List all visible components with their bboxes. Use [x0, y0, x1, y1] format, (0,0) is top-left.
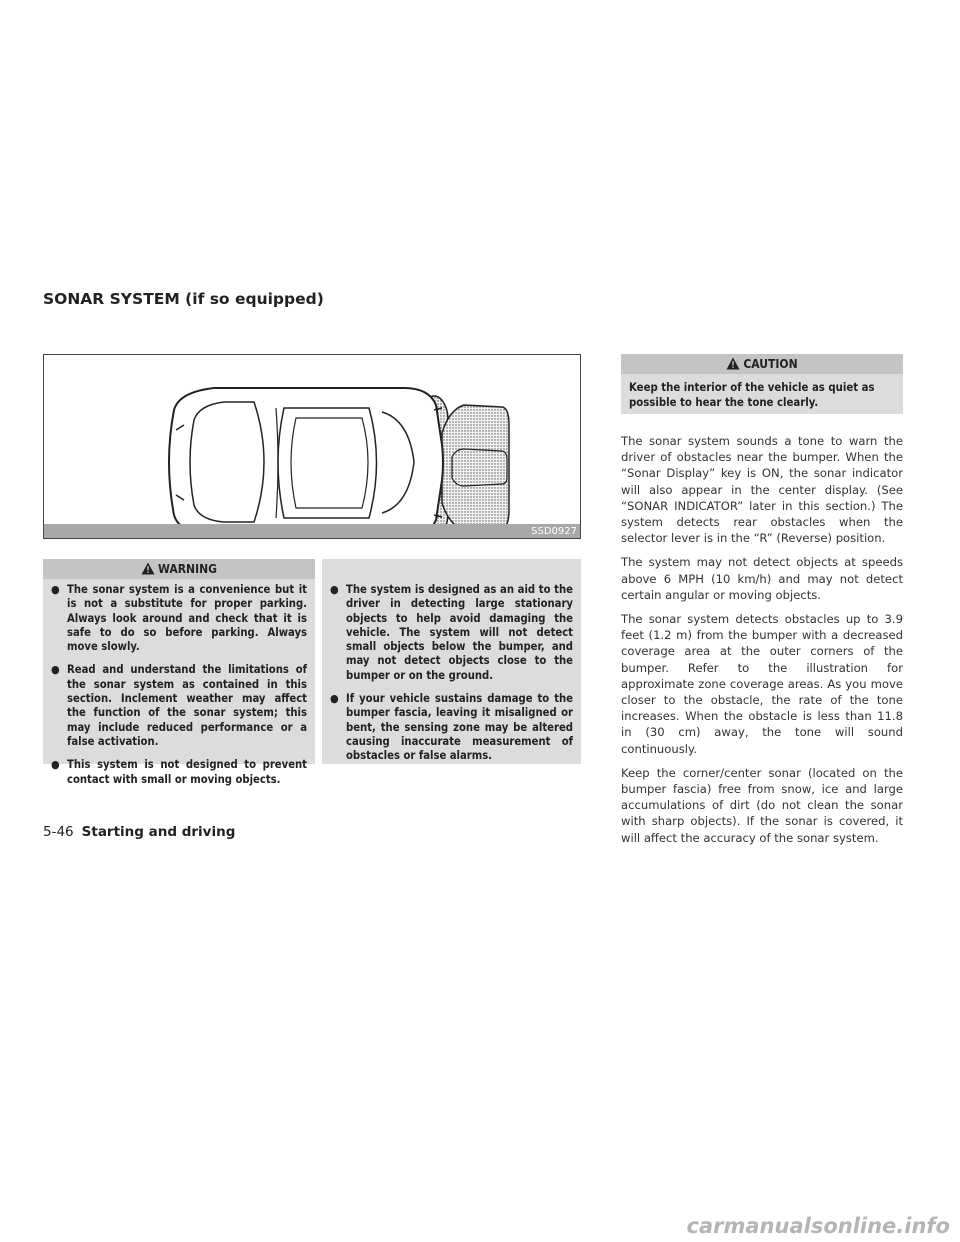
caution-box: [621, 354, 903, 414]
car-body: [169, 388, 443, 537]
warning-item: ● The system is designed as an aid to the driver in detecting large stationary objects to help avoid damaging the vehicle. The system will not detect small objects below the bumper, and may not detect objects close to the bumper or on the ground.: [330, 583, 573, 682]
warning-list-right: [322, 579, 581, 764]
sonar-coverage-figure: [43, 354, 581, 539]
car-top-view-illustration: [44, 355, 582, 540]
caution-heading: CAUTION: [621, 354, 903, 374]
paragraph: The sonar system sounds a tone to warn the driver of obstacles near the bumper. When the “Sonar Display” key is ON, the sonar indicator will also appear in the center display. (See “SONAR INDICATOR” later in this section.) The system detects rear obstacles when the selector lever is in the “R” (Reverse) position.: [621, 434, 903, 546]
warning-heading: WARNING: [43, 559, 315, 579]
paragraph: The system may not detect objects at speeds above 6 MPH (10 km/h) and may not detect certain angular or moving objects.: [621, 555, 903, 602]
section-title: SONAR SYSTEM (if so equipped): [43, 290, 324, 308]
warning-icon: [141, 561, 155, 581]
page-footer: [43, 824, 235, 840]
caution-icon: [726, 356, 740, 376]
body-text: [621, 433, 903, 854]
page-number: 5-46: [43, 824, 74, 840]
figure-id: SSD0927: [531, 526, 577, 537]
paragraph: The sonar system detects obstacles up to 3.9 feet (1.2 m) from the bumper with a decreased coverage area at the outer corners of the bumper. Refer to the illustration for approximate zone coverage areas. As you move closer to the obstacle, the rate of the tone increases. When the obstacle is less than 11.8 in (30 cm) away, the tone will sound continuously.: [621, 612, 903, 756]
watermark: carmanualsonline.info: [686, 1214, 950, 1238]
warning-item: ● Read and understand the limitations of the sonar system as contained in this section. Inclement weather may affect the function of the sonar system; this may include reduced performance or a false activation.: [51, 663, 307, 748]
warning-item: ● This system is not designed to prevent contact with small or moving objects.: [51, 758, 307, 786]
paragraph: Keep the corner/center sonar (located on the bumper fascia) free from snow, ice and large accumulations of dirt (do not clean the sonar with sharp objects). If the sonar is covered, it will affect the accuracy of the sonar system.: [621, 765, 903, 845]
warning-item: ● If your vehicle sustains damage to the bumper fascia, leaving it misaligned or bent, the sensing zone may be altered causing inaccurate measurement of obstacles or false alarms.: [330, 692, 573, 763]
warning-item: ● The sonar system is a convenience but it is not a substitute for proper parking. Always look around and check that it is safe to do so before parking. Always move slowly.: [51, 583, 307, 654]
warning-box-continued: [322, 559, 581, 764]
warning-list-left: [43, 579, 315, 787]
footer-section-name: Starting and driving: [81, 824, 236, 840]
caution-text: Keep the interior of the vehicle as quiet as possible to hear the tone clearly.: [629, 381, 875, 409]
warning-box: [43, 559, 315, 786]
